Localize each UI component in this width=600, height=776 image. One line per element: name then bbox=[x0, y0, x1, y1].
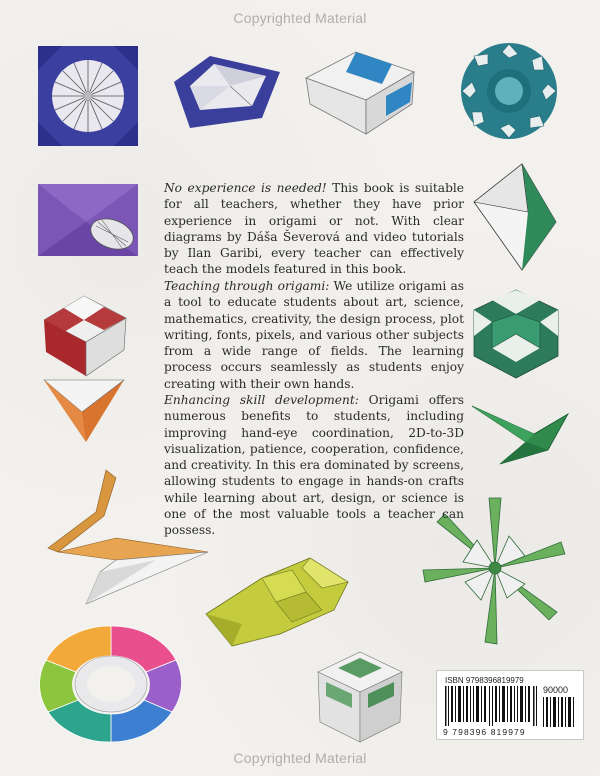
blue-box-illustration bbox=[170, 46, 282, 130]
barcode-bars-addon bbox=[543, 697, 575, 727]
blue-radial-tile-illustration bbox=[36, 44, 140, 148]
red-white-checker-cube-illustration bbox=[38, 290, 130, 378]
rainbow-ring-illustration bbox=[36, 620, 186, 748]
paragraph-lead: Enhancing skill development: bbox=[164, 393, 359, 407]
barcode-bars-main bbox=[445, 686, 541, 726]
paragraph-body: This book is suitable for all teachers, whether they have prior experience in origami or not. With clear diagrams by Dáša Ševerová and video tutorials by Ilan Garibi, every teacher can effectively teach the models featured in this book. bbox=[164, 181, 464, 277]
paragraph-lead: No experience is needed! bbox=[164, 181, 327, 195]
watermark-top: Copyrighted Material bbox=[233, 10, 367, 26]
isbn-label: ISBN 9798396819979 bbox=[445, 676, 524, 685]
orange-white-cup-illustration bbox=[42, 378, 126, 444]
blue-white-box-illustration bbox=[300, 42, 420, 138]
green-white-cuboctahedron-illustration bbox=[470, 288, 562, 380]
teal-spiral-ring-illustration bbox=[458, 40, 560, 142]
paragraph-body: We utilize origami as a tool to educate students about art, science, mathematics, creativity, the design process, plot writing, fonts, pixels, and various other subjects from a wide range of fields. The learning process occurs seamlessly as students enjoy creating with their own hands. bbox=[164, 279, 465, 391]
green-flapping-bird-illustration bbox=[470, 402, 570, 468]
paragraph-no-experience bbox=[164, 180, 464, 278]
paragraph-enhancing-skill-development bbox=[164, 392, 464, 539]
isbn-barcode bbox=[436, 670, 584, 740]
paragraph-lead: Teaching through origami: bbox=[164, 279, 330, 293]
green-white-box-cup-illustration bbox=[312, 648, 408, 744]
watermark-bottom: Copyrighted Material bbox=[233, 750, 367, 766]
yellow-green-tessellation-illustration bbox=[202, 548, 352, 648]
paragraph-teaching-through-origami bbox=[164, 278, 464, 392]
ean-digits: 9 798396 819979 bbox=[443, 727, 526, 737]
purple-envelope-illustration bbox=[36, 182, 142, 260]
paragraph-body: Origami offers numerous benefits to students, including improving hand-eye coordination, 2D-to-3D visualization, patience, cooperation, confidence, and creativity. In this era dominated by screens, allowing students to engage in hands-on crafts while learning about art, design, or science is one of the most valuable tools a teacher can possess. bbox=[164, 393, 464, 538]
price-code: 90000 bbox=[543, 685, 569, 695]
green-white-tetrahedron-illustration bbox=[472, 162, 558, 272]
